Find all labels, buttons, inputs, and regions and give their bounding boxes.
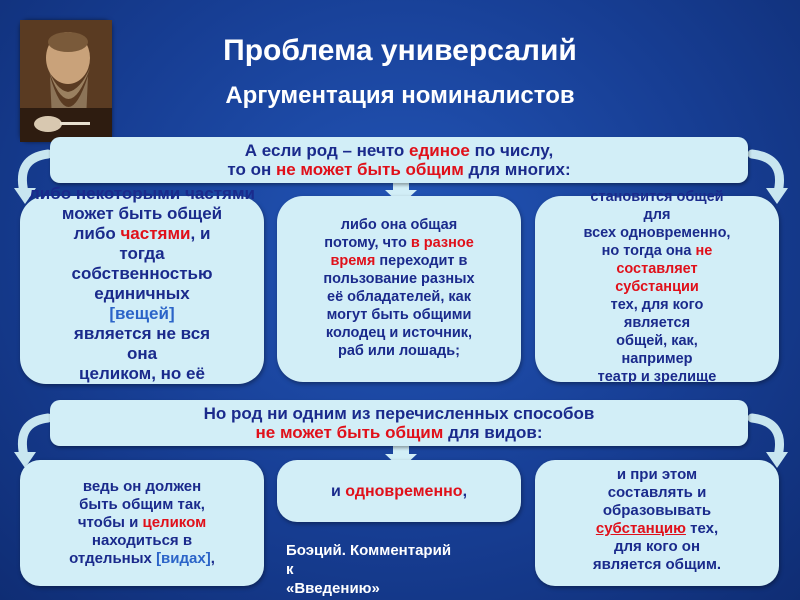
card-line: и [330,483,346,500]
banner-highlight: единое [409,141,470,160]
card-highlight: не [695,243,713,259]
card-line: , [210,550,215,567]
card-line: например [621,351,693,367]
credit-line: к [286,561,294,578]
conclusion-banner [50,400,748,446]
credit-line: «Введению» [286,580,380,597]
card-line: но тогда она [601,243,696,259]
card-line: либо она общая [340,217,458,233]
card-line: переходит в [375,253,468,269]
banner-text: по числу, [469,141,554,160]
card-line: является не вся [73,324,211,343]
argument-card-parts [20,184,264,384]
argument-card-simultaneous [535,189,779,385]
card-line: является [623,315,691,331]
card-line: может быть общей [61,204,223,223]
credit-line: Боэций. Комментарий [286,542,452,559]
card-highlight: в разное [410,235,474,251]
card-bracket-text: [видах] [156,550,211,567]
card-line: целиком, но её [79,364,205,383]
card-line: быть общим так, [79,496,205,513]
card-line: могут быть общими [326,307,472,323]
card-line: собственностью [71,264,213,283]
banner-text: для видов: [443,423,543,442]
card-line: находиться в [91,532,193,549]
card-line: единичных [94,284,190,303]
condition-card-whole [20,460,264,586]
card-line: театр и зрелище [597,369,717,385]
card-line: и при этом [616,466,698,483]
card-line: пользование разных [323,271,475,287]
card-highlight: время [330,253,376,269]
card-line: колодец и источник, [325,325,473,341]
condition-card-simultaneous [277,460,521,522]
card-line: чтобы и [77,514,143,531]
banner-text: Но род ни одним из перечисленных способов [203,404,595,423]
card-line: её обладателей, как [327,289,471,305]
boethius-portrait [20,20,112,142]
banner-highlight: не может быть общим [275,160,464,179]
card-line: , и [190,224,211,243]
card-line: составлять и [607,484,707,501]
card-line: общей, как, [616,333,698,349]
card-bracket-text: [вещей] [109,304,175,323]
genus-unity-banner [50,137,748,183]
argument-card-time [277,196,521,382]
condition-card-substance [535,460,779,586]
card-line: тех, для кого [610,297,704,313]
card-line: ведь он должен [82,478,202,495]
card-line: потому, что [324,235,411,251]
card-highlight: субстанцию [595,520,686,537]
card-highlight: субстанции [615,279,699,295]
card-line: , [462,483,468,500]
banner-text: А если род – нечто [244,141,410,160]
card-line: тогда [119,244,165,263]
banner-text: то он [227,160,276,179]
banner-highlight: не может быть общим [255,423,444,442]
banner-text: для многих: [463,160,571,179]
card-highlight: одновременно [345,483,463,500]
card-line: она [126,344,158,363]
card-line: образовывать [602,502,712,519]
source-credit [286,541,516,598]
card-line: либо некоторыми частями [28,184,255,203]
card-line: всех одновременно, [583,225,731,241]
card-line: является общим. [592,556,722,573]
card-line: становится общей [590,189,724,205]
card-highlight: целиком [142,514,207,531]
card-highlight: частями [120,224,191,243]
card-line: тех, [685,520,719,537]
page-subtitle: Аргументация номиналистов [225,82,575,109]
card-line: раб или лошадь; [338,343,460,359]
card-line: либо [73,224,121,243]
card-line: для [643,207,671,223]
card-highlight: составляет [616,261,698,277]
card-line: отдельных [69,550,157,567]
page-title: Проблема универсалий [223,34,577,67]
card-line: для кого он [613,538,701,555]
